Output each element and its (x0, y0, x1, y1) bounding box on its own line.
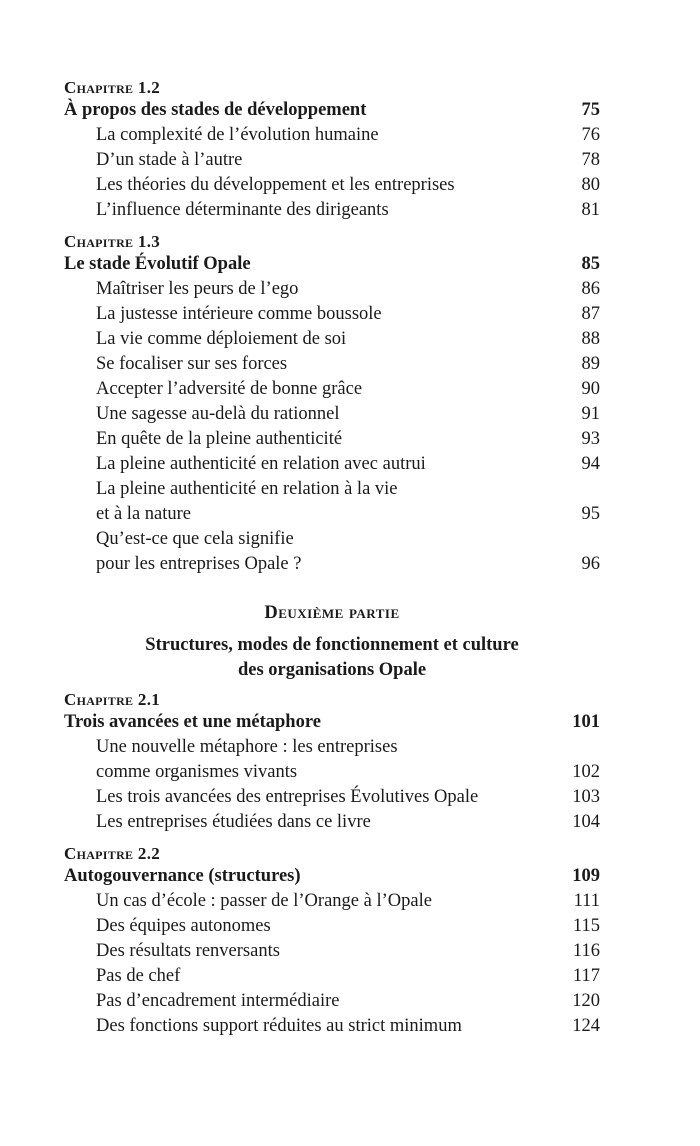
toc-entry (64, 735, 600, 760)
toc-entry (64, 527, 600, 552)
toc-entry (64, 914, 600, 939)
page-number: 109 (572, 866, 600, 886)
page-number: 101 (572, 712, 600, 732)
page-number: 95 (581, 504, 600, 524)
entry-title: La pleine authenticité en relation à la vie (96, 479, 398, 499)
toc-entry (64, 452, 600, 477)
entry-title: La justesse intérieure comme boussole (96, 304, 382, 324)
toc-entry-continuation (64, 552, 600, 577)
toc-entry (64, 1014, 600, 1039)
toc-entry (64, 964, 600, 989)
toc-entry (64, 148, 600, 173)
toc-chapter-section (64, 78, 600, 223)
entry-title: La vie comme déploiement de soi (96, 329, 347, 349)
page-number: 124 (572, 1016, 600, 1036)
entry-title: L’influence déterminante des dirigeants (96, 200, 389, 220)
page-number: 103 (572, 787, 600, 807)
chapter-title: Autogouvernance (structures) (64, 866, 301, 886)
toc-entry (64, 785, 600, 810)
entry-title: En quête de la pleine authenticité (96, 429, 343, 449)
toc-entry (64, 810, 600, 835)
entry-title: La complexité de l’évolution humaine (96, 125, 379, 145)
toc-chapter-section (64, 690, 600, 835)
page-number: 102 (572, 762, 600, 782)
part-heading-block (64, 602, 600, 683)
entry-title: Accepter l’adversité de bonne grâce (96, 379, 363, 399)
part-subtitle-line-2: des organisations Opale (237, 660, 427, 680)
entry-title: Pas d’encadrement intermédiaire (96, 991, 340, 1011)
page-number: 88 (581, 329, 600, 349)
entry-title: Qu’est-ce que cela signifie (96, 529, 294, 549)
toc-entry (64, 327, 600, 352)
toc-part-two-sections (64, 690, 600, 1039)
table-of-contents (64, 78, 600, 1039)
page-number: 90 (581, 379, 600, 399)
page-number: 120 (572, 991, 600, 1011)
page-number: 86 (581, 279, 600, 299)
entry-title: Un cas d’école : passer de l’Orange à l’Opale (96, 891, 432, 911)
toc-part-one-sections (64, 78, 600, 577)
page-number: 89 (581, 354, 600, 374)
toc-entry (64, 123, 600, 148)
chapter-label: Chapitre 1.3 (64, 232, 161, 251)
chapter-title: À propos des stades de développement (64, 100, 367, 120)
entry-title: Se focaliser sur ses forces (96, 354, 288, 374)
toc-entry (64, 989, 600, 1014)
page-number: 104 (572, 812, 600, 832)
page-number: 94 (581, 454, 600, 474)
entry-title: Maîtriser les peurs de l’ego (96, 279, 299, 299)
page-number: 85 (581, 254, 600, 274)
toc-chapter-section (64, 844, 600, 1039)
toc-entry (64, 377, 600, 402)
page-number: 93 (581, 429, 600, 449)
page-number: 111 (573, 891, 600, 911)
toc-entry (64, 427, 600, 452)
entry-title: D’un stade à l’autre (96, 150, 243, 170)
toc-entry (64, 277, 600, 302)
page-number: 75 (581, 100, 600, 120)
page-number: 80 (581, 175, 600, 195)
toc-chapter-section (64, 232, 600, 577)
entry-title: et à la nature (96, 504, 192, 524)
entry-title: pour les entreprises Opale ? (96, 554, 302, 574)
entry-title: Les entreprises étudiées dans ce livre (96, 812, 371, 832)
page-number: 96 (581, 554, 600, 574)
chapter-label: Chapitre 2.1 (64, 690, 161, 709)
part-title: Deuxième partie (264, 603, 400, 623)
entry-title: Les théories du développement et les entreprises (96, 175, 455, 195)
part-subtitle-line-1: Structures, modes de fonctionnement et culture (145, 635, 519, 655)
entry-title: Des résultats renversants (96, 941, 280, 961)
chapter-title-entry (64, 864, 600, 889)
page-number: 115 (572, 916, 600, 936)
toc-entry (64, 939, 600, 964)
page-number: 81 (581, 200, 600, 220)
toc-entry (64, 402, 600, 427)
entry-title: La pleine authenticité en relation avec autrui (96, 454, 426, 474)
entry-title: Des fonctions support réduites au strict minimum (96, 1016, 462, 1036)
page-number: 87 (581, 304, 600, 324)
page-number: 76 (581, 125, 600, 145)
toc-entry (64, 352, 600, 377)
toc-entry (64, 477, 600, 502)
toc-entry-continuation (64, 502, 600, 527)
entry-title: Les trois avancées des entreprises Évolutives Opale (96, 787, 479, 807)
page-number: 116 (572, 941, 600, 961)
chapter-title-entry (64, 252, 600, 277)
chapter-title-entry (64, 98, 600, 123)
page-number: 117 (572, 966, 600, 986)
chapter-label: Chapitre 1.2 (64, 78, 161, 97)
page-number: 78 (581, 150, 600, 170)
chapter-title-entry (64, 710, 600, 735)
chapter-label: Chapitre 2.2 (64, 844, 161, 863)
toc-entry (64, 173, 600, 198)
chapter-title: Le stade Évolutif Opale (64, 254, 251, 274)
entry-title: comme organismes vivants (96, 762, 298, 782)
chapter-title: Trois avancées et une métaphore (64, 712, 321, 732)
entry-title: Une nouvelle métaphore : les entreprises (96, 737, 398, 757)
toc-entry (64, 889, 600, 914)
toc-entry-continuation (64, 760, 600, 785)
toc-entry (64, 302, 600, 327)
entry-title: Une sagesse au-delà du rationnel (96, 404, 340, 424)
toc-entry (64, 198, 600, 223)
entry-title: Pas de chef (96, 966, 181, 986)
entry-title: Des équipes autonomes (96, 916, 271, 936)
page-number: 91 (581, 404, 600, 424)
